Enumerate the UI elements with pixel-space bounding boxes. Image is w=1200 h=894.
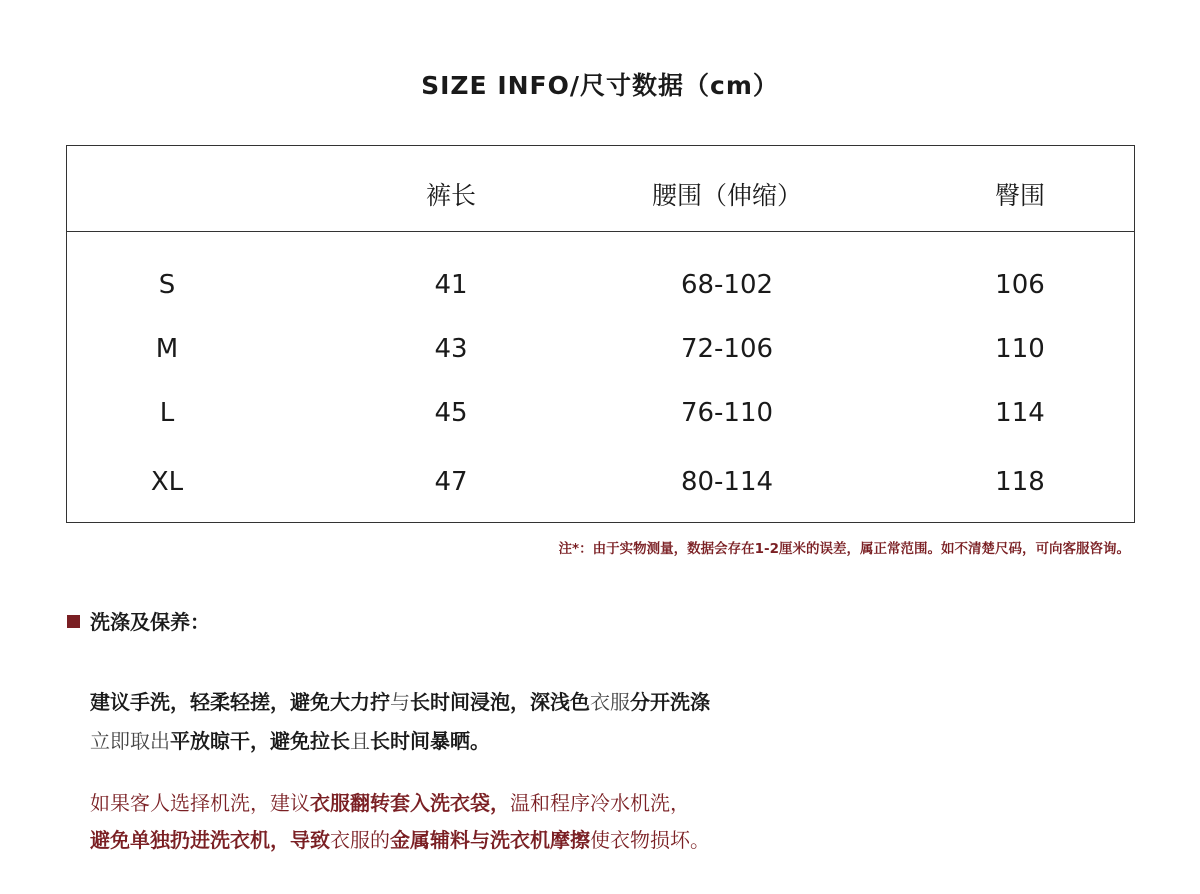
hip-cell: 114 [995,398,1045,428]
care-line-3 [90,787,690,816]
size-table [66,145,1135,523]
care-section-title [67,606,210,635]
waist-cell: 76-110 [680,398,774,428]
square-bullet-icon [67,615,80,628]
care-text-accent: 温和程序冷水机洗， [510,791,690,815]
hip-cell: 118 [995,467,1045,497]
care-text-bold: 分开洗涤 [630,690,710,714]
care-text-accent-bold: 避免单独扔进洗衣机，导致 [90,828,330,852]
length-cell: 43 [434,334,468,364]
size-cell: S [158,270,176,300]
waist-cell: 80-114 [680,467,774,497]
care-text-bold: 平放晾干，避免拉长 [170,729,350,753]
length-cell: 47 [434,467,468,497]
care-text: 且 [350,729,370,753]
page-title: SIZE INFO/尺寸数据（cm） [421,71,779,100]
care-text: 立即取出 [90,729,170,753]
header-cell-waist: 腰围（伸缩） [651,181,803,210]
care-text-accent: 如果客人选择机洗，建议 [90,791,310,815]
header-cell-hip: 臀围 [994,181,1046,210]
table-row [67,334,1134,374]
size-cell: M [155,334,179,364]
table-row [67,467,1134,507]
care-text-accent-bold: 金属辅料与洗衣机摩擦 [390,828,590,852]
care-text-bold: 建议手洗，轻柔轻搓，避免大力拧 [90,690,390,714]
care-text: 衣服 [590,690,630,714]
care-line-2 [90,725,490,754]
care-line-4 [90,824,710,853]
care-text-bold: 长时间暴晒。 [370,729,490,753]
table-header-row [67,146,1134,232]
size-cell: XL [150,467,184,497]
length-cell: 41 [434,270,468,300]
waist-cell: 72-106 [680,334,774,364]
care-text: 与 [390,690,410,714]
care-text-accent: 衣服的 [330,828,390,852]
hip-cell: 106 [995,270,1045,300]
care-line-1 [90,686,710,715]
care-title-text: 洗涤及保养： [90,610,210,634]
header-cell-length: 裤长 [425,181,477,210]
care-text-accent: 使衣物损坏。 [590,828,710,852]
size-cell: L [159,398,175,428]
care-text-bold: 长时间浸泡，深浅色 [410,690,590,714]
care-text-accent-bold: 衣服翻转套入洗衣袋， [310,791,510,815]
table-row [67,270,1134,310]
length-cell: 45 [434,398,468,428]
measurement-note: 注*：由于实物测量，数据会存在1-2厘米的误差，属正常范围。如不清楚尺码，可向客服咨询。 [558,541,1130,557]
hip-cell: 110 [995,334,1045,364]
table-row [67,398,1134,438]
waist-cell: 68-102 [680,270,774,300]
